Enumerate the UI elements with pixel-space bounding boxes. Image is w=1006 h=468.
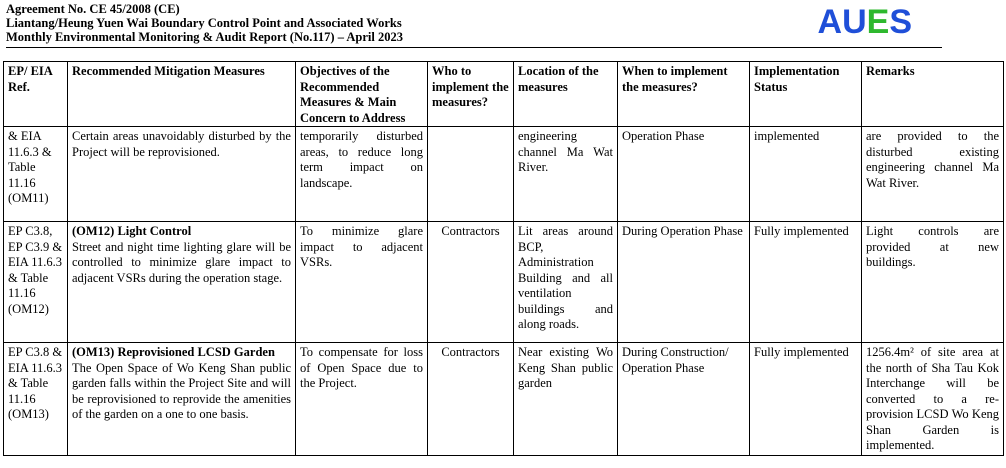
cell-measure <box>68 127 296 222</box>
col-header-ref: EP/ EIA Ref. <box>4 62 68 127</box>
agreement-number: Agreement No. CE 45/2008 (CE) <box>6 2 180 16</box>
table-row <box>4 222 1004 343</box>
logo-letter: E <box>866 3 890 41</box>
cell-location: engineering channel Ma Wat River. <box>514 127 618 222</box>
header-divider <box>6 47 942 48</box>
measure-title: (OM12) Light Control <box>72 224 192 238</box>
cell-ref: & EIA 11.6.3 & Table 11.16 (OM11) <box>4 127 68 222</box>
col-header-when: When to implement the measures? <box>618 62 750 127</box>
cell-when: Operation Phase <box>618 127 750 222</box>
report-header <box>6 2 996 48</box>
cell-objective: To minimize glare impact to adjacent VSRs. <box>296 222 428 343</box>
cell-location: Near existing Wo Keng Shan public garden <box>514 343 618 456</box>
cell-location: Lit areas around BCP, Administration Building and all ventilation buildings and along roads. <box>514 222 618 343</box>
mitigation-measures-table <box>3 61 1004 456</box>
col-header-who: Who to implement the measures? <box>428 62 514 127</box>
cell-remarks: Light controls are provided at new buildings. <box>862 222 1004 343</box>
measure-text: Certain areas unavoidably disturbed by the Project will be reprovisioned. <box>72 129 291 159</box>
cell-status: implemented <box>750 127 862 222</box>
cell-measure <box>68 222 296 343</box>
report-title: Monthly Environmental Monitoring & Audit Report (No.117) – April 2023 <box>6 30 404 44</box>
cell-remarks: are provided to the disturbed existing engineering channel Ma Wat River. <box>862 127 1004 222</box>
col-header-location: Location of the measures <box>514 62 618 127</box>
logo-letter: S <box>889 3 912 41</box>
cell-status: Fully implemented <box>750 343 862 456</box>
cell-who <box>428 127 514 222</box>
cell-ref: EP C3.8 & EIA 11.6.3 & Table 11.16 (OM13) <box>4 343 68 456</box>
project-title: Liantang/Heung Yuen Wai Boundary Control Point and Associated Works <box>6 16 402 30</box>
cell-when: During Construction/ Operation Phase <box>618 343 750 456</box>
measure-text: The Open Space of Wo Keng Shan public garden falls within the Project Site and will be reprovisioned to reprovide the amenities of the garden on a one to one basis. <box>72 360 291 421</box>
table-row <box>4 127 1004 222</box>
logo-letter: U <box>842 3 867 41</box>
col-header-remarks: Remarks <box>862 62 1004 127</box>
cell-ref: EP C3.8, EP C3.9 & EIA 11.6.3 & Table 11.16 (OM12) <box>4 222 68 343</box>
logo-letter: A <box>817 3 843 41</box>
measure-title: (OM13) Reprovisioned LCSD Garden <box>72 345 275 359</box>
col-header-measures: Recommended Mitigation Measures <box>68 62 296 127</box>
cell-who: Contractors <box>428 343 514 456</box>
cell-when: During Operation Phase <box>618 222 750 343</box>
table-row <box>4 343 1004 456</box>
measure-text: Street and night time lighting glare will be controlled to minimize glare impact to adjacent VSRs during the operation stage. <box>72 239 291 285</box>
cell-remarks: 1256.4m² of site area at the north of Sha Tau Kok Interchange will be converted to a re-provision LCSD Wo Keng Shan Garden is implemented. <box>862 343 1004 456</box>
aues-logo <box>818 2 913 42</box>
cell-who: Contractors <box>428 222 514 343</box>
table-header-row <box>4 62 1004 127</box>
cell-measure <box>68 343 296 456</box>
cell-objective: temporarily disturbed areas, to reduce long term impact on landscape. <box>296 127 428 222</box>
col-header-objectives: Objectives of the Recommended Measures & Main Concern to Address <box>296 62 428 127</box>
cell-objective: To compensate for loss of Open Space due to the Project. <box>296 343 428 456</box>
cell-status: Fully implemented <box>750 222 862 343</box>
col-header-status: Implementation Status <box>750 62 862 127</box>
